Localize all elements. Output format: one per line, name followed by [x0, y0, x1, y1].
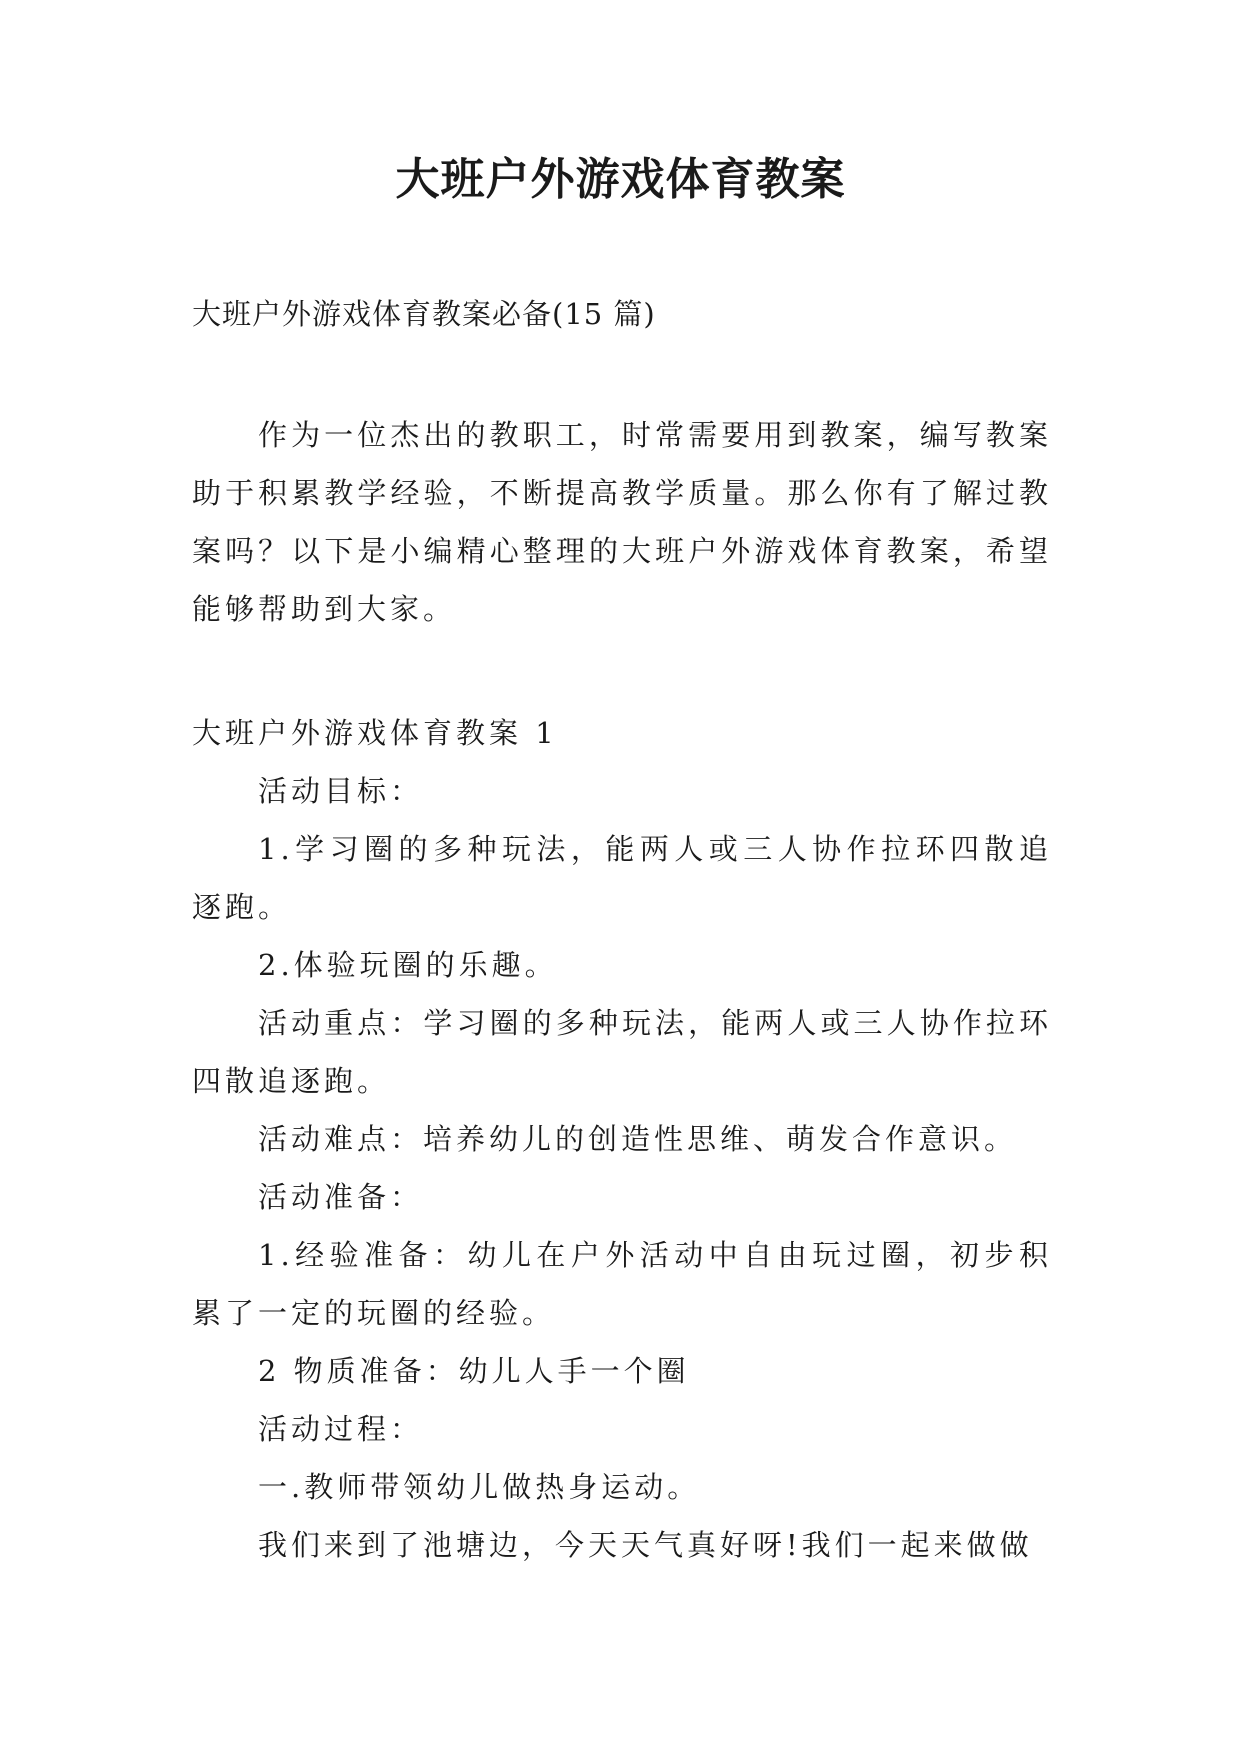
- document-subtitle: 大班户外游戏体育教案必备(15 篇): [192, 297, 656, 331]
- body-paragraph: 活动重点：学习圈的多种玩法，能两人或三人协作拉环四散追逐跑。: [192, 1006, 1052, 1098]
- section-heading: 大班户外游戏体育教案 1: [192, 716, 558, 750]
- document-title: 大班户外游戏体育教案: [395, 154, 846, 205]
- body-paragraph: 活动过程：: [258, 1412, 424, 1446]
- body-paragraph: 1.学习圈的多种玩法，能两人或三人协作拉环四散追逐跑。: [192, 832, 1052, 924]
- body-paragraph: 2 物质准备：幼儿人手一个圈: [258, 1354, 690, 1388]
- intro-paragraph: 作为一位杰出的教职工，时常需要用到教案，编写教案助于积累教学经验，不断提高教学质量。那么你有了解过教案吗？以下是小编精心整理的大班户外游戏体育教案，希望能够帮助到大家。: [192, 418, 1052, 626]
- body-paragraph: 活动准备：: [258, 1180, 424, 1214]
- body-paragraph: 1.经验准备：幼儿在户外活动中自由玩过圈，初步积累了一定的玩圈的经验。: [192, 1238, 1052, 1330]
- document-body: [192, 704, 1052, 1574]
- body-paragraph: 我们来到了池塘边，今天天气真好呀!我们一起来做做: [258, 1528, 1033, 1562]
- body-paragraph: 活动难点：培养幼儿的创造性思维、萌发合作意识。: [258, 1122, 1018, 1156]
- body-paragraph: 一.教师带领幼儿做热身运动。: [258, 1470, 701, 1504]
- body-paragraph: 活动目标：: [258, 774, 424, 808]
- body-paragraph: 2.体验玩圈的乐趣。: [258, 948, 558, 982]
